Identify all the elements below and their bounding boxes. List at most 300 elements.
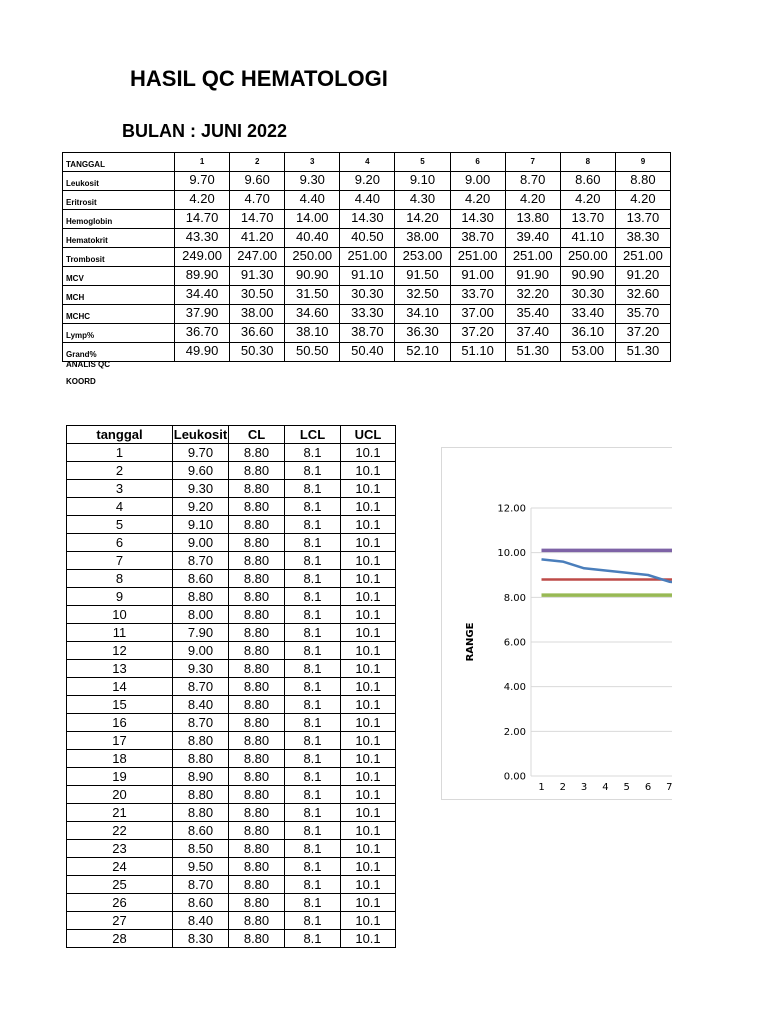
summary-cell: 32.60	[615, 286, 670, 305]
summary-cell: 91.10	[340, 267, 395, 286]
leukosit-row	[67, 642, 396, 660]
leukosit-cell: 8.1	[285, 786, 341, 804]
leukosit-cell: 8.80	[229, 768, 285, 786]
summary-cell: 91.50	[395, 267, 450, 286]
summary-cell: 38.00	[230, 305, 285, 324]
leukosit-cell: 8.1	[285, 876, 341, 894]
leukosit-cell: 8.1	[285, 534, 341, 552]
summary-cell: 41.20	[230, 229, 285, 248]
summary-cell: 91.00	[450, 267, 505, 286]
leukosit-cell: 8.80	[229, 588, 285, 606]
summary-cell: 4.40	[340, 191, 395, 210]
leukosit-cell: 8.1	[285, 678, 341, 696]
leukosit-cell: 14	[67, 678, 173, 696]
leukosit-cell: 7	[67, 552, 173, 570]
summary-cell: 14.30	[450, 210, 505, 229]
x-tick-label: 6	[644, 782, 652, 793]
summary-cell: 90.90	[285, 267, 340, 286]
leukosit-cell: 10.1	[341, 840, 396, 858]
summary-cell: 91.20	[615, 267, 670, 286]
leukosit-chart	[441, 447, 672, 800]
leukosit-cell: 10.1	[341, 552, 396, 570]
summary-cell: 37.20	[615, 324, 670, 343]
summary-cell: 36.70	[175, 324, 230, 343]
leukosit-cell: 26	[67, 894, 173, 912]
summary-row-label: Leukosit	[63, 172, 175, 191]
summary-day-header: 3	[285, 153, 340, 172]
summary-cell: 37.20	[450, 324, 505, 343]
summary-cell: 9.70	[175, 172, 230, 191]
leukosit-cell: 8.1	[285, 930, 341, 948]
summary-cell: 53.00	[560, 343, 615, 362]
summary-cell: 8.60	[560, 172, 615, 191]
leukosit-cell: 8.80	[229, 894, 285, 912]
summary-cell: 51.10	[450, 343, 505, 362]
leukosit-cell: 10.1	[341, 750, 396, 768]
summary-corner-label: TANGGAL	[63, 153, 175, 172]
leukosit-cell: 10.1	[341, 822, 396, 840]
leukosit-row	[67, 570, 396, 588]
summary-cell: 14.20	[395, 210, 450, 229]
leukosit-cell: 10.1	[341, 444, 396, 462]
summary-cell: 253.00	[395, 248, 450, 267]
chart-svg	[442, 448, 672, 799]
summary-row-label: Hematokrit	[63, 229, 175, 248]
koord-label: KOORD	[66, 377, 96, 386]
leukosit-row	[67, 660, 396, 678]
leukosit-cell: 10.1	[341, 570, 396, 588]
summary-row-label: Grand%	[63, 343, 175, 362]
leukosit-cell: 10.1	[341, 480, 396, 498]
leukosit-cell: 8.80	[229, 444, 285, 462]
summary-row-label: Lymp%	[63, 324, 175, 343]
summary-cell: 247.00	[230, 248, 285, 267]
summary-day-header: 6	[450, 153, 505, 172]
leukosit-cell: 8.1	[285, 840, 341, 858]
summary-row	[63, 172, 671, 191]
summary-cell: 14.00	[285, 210, 340, 229]
leukosit-cell: 10.1	[341, 588, 396, 606]
leukosit-cell: 8.80	[229, 552, 285, 570]
summary-cell: 33.30	[340, 305, 395, 324]
leukosit-cell: 8.80	[229, 786, 285, 804]
summary-cell: 9.60	[230, 172, 285, 191]
leukosit-cell: 10.1	[341, 930, 396, 948]
leukosit-table	[66, 425, 396, 948]
leukosit-cell: 8	[67, 570, 173, 588]
summary-cell: 31.50	[285, 286, 340, 305]
summary-cell: 33.70	[450, 286, 505, 305]
leukosit-row	[67, 732, 396, 750]
leukosit-cell: 8.80	[173, 786, 229, 804]
summary-cell: 9.00	[450, 172, 505, 191]
leukosit-cell: 8.00	[173, 606, 229, 624]
leukosit-cell: 20	[67, 786, 173, 804]
leukosit-cell: 8.1	[285, 660, 341, 678]
summary-cell: 33.40	[560, 305, 615, 324]
leukosit-cell: 10	[67, 606, 173, 624]
summary-row-label: Hemoglobin	[63, 210, 175, 229]
leukosit-cell: 8.80	[229, 678, 285, 696]
leukosit-row	[67, 822, 396, 840]
leukosit-row	[67, 516, 396, 534]
leukosit-cell: 8.1	[285, 588, 341, 606]
leukosit-cell: 8.80	[173, 732, 229, 750]
summary-cell: 251.00	[615, 248, 670, 267]
leukosit-column-header: tanggal	[67, 426, 173, 444]
leukosit-cell: 10.1	[341, 606, 396, 624]
leukosit-cell: 27	[67, 912, 173, 930]
x-tick-label: 2	[559, 782, 566, 793]
leukosit-cell: 8.1	[285, 894, 341, 912]
summary-cell: 38.30	[615, 229, 670, 248]
leukosit-cell: 16	[67, 714, 173, 732]
leukosit-row	[67, 534, 396, 552]
leukosit-cell: 8.80	[229, 534, 285, 552]
leukosit-cell: 10.1	[341, 696, 396, 714]
x-tick-label: 5	[623, 782, 630, 793]
qc-summary-table	[62, 152, 671, 362]
leukosit-cell: 3	[67, 480, 173, 498]
leukosit-cell: 25	[67, 876, 173, 894]
summary-cell: 35.40	[505, 305, 560, 324]
leukosit-cell: 8.1	[285, 462, 341, 480]
summary-cell: 30.30	[340, 286, 395, 305]
summary-day-header: 2	[230, 153, 285, 172]
leukosit-row	[67, 912, 396, 930]
summary-row	[63, 267, 671, 286]
leukosit-cell: 8.70	[173, 552, 229, 570]
leukosit-cell: 8.1	[285, 732, 341, 750]
summary-cell: 37.00	[450, 305, 505, 324]
summary-cell: 40.50	[340, 229, 395, 248]
leukosit-cell: 8.80	[229, 480, 285, 498]
leukosit-cell: 10.1	[341, 498, 396, 516]
leukosit-cell: 15	[67, 696, 173, 714]
leukosit-cell: 10.1	[341, 534, 396, 552]
summary-cell: 38.10	[285, 324, 340, 343]
analis-qc-label: ANALIS QC	[66, 360, 110, 369]
leukosit-cell: 8.80	[229, 642, 285, 660]
summary-cell: 14.70	[175, 210, 230, 229]
summary-cell: 38.70	[450, 229, 505, 248]
leukosit-row	[67, 498, 396, 516]
leukosit-cell: 8.60	[173, 822, 229, 840]
leukosit-cell: 8.80	[173, 804, 229, 822]
x-tick-label: 1	[538, 782, 545, 793]
leukosit-cell: 8.1	[285, 858, 341, 876]
summary-cell: 4.30	[395, 191, 450, 210]
leukosit-cell: 8.70	[173, 678, 229, 696]
summary-row	[63, 191, 671, 210]
summary-cell: 4.20	[175, 191, 230, 210]
leukosit-cell: 8.1	[285, 570, 341, 588]
leukosit-cell: 10.1	[341, 804, 396, 822]
leukosit-cell: 8.80	[229, 606, 285, 624]
leukosit-cell: 24	[67, 858, 173, 876]
leukosit-cell: 9.70	[173, 444, 229, 462]
x-tick-label: 7	[666, 782, 672, 793]
summary-cell: 13.70	[615, 210, 670, 229]
leukosit-row	[67, 444, 396, 462]
leukosit-row	[67, 876, 396, 894]
summary-cell: 36.60	[230, 324, 285, 343]
leukosit-cell: 8.80	[229, 498, 285, 516]
summary-cell: 36.10	[560, 324, 615, 343]
summary-cell: 41.10	[560, 229, 615, 248]
y-tick-label: 12.00	[497, 503, 526, 515]
summary-cell: 13.80	[505, 210, 560, 229]
summary-cell: 37.40	[505, 324, 560, 343]
summary-cell: 50.30	[230, 343, 285, 362]
summary-cell: 36.30	[395, 324, 450, 343]
summary-cell: 49.90	[175, 343, 230, 362]
leukosit-row	[67, 858, 396, 876]
leukosit-cell: 8.90	[173, 768, 229, 786]
leukosit-cell: 8.80	[229, 660, 285, 678]
leukosit-column-header: CL	[229, 426, 285, 444]
leukosit-row	[67, 588, 396, 606]
summary-day-header: 1	[175, 153, 230, 172]
summary-cell: 40.40	[285, 229, 340, 248]
leukosit-cell: 10.1	[341, 624, 396, 642]
leukosit-cell: 8.40	[173, 696, 229, 714]
summary-cell: 39.40	[505, 229, 560, 248]
leukosit-header-row	[67, 426, 396, 444]
summary-row	[63, 229, 671, 248]
summary-cell: 50.40	[340, 343, 395, 362]
summary-cell: 249.00	[175, 248, 230, 267]
summary-cell: 4.20	[615, 191, 670, 210]
leukosit-row	[67, 840, 396, 858]
leukosit-cell: 10.1	[341, 876, 396, 894]
leukosit-cell: 6	[67, 534, 173, 552]
leukosit-column-header: LCL	[285, 426, 341, 444]
y-axis-title: RANGE	[465, 622, 476, 662]
summary-row	[63, 343, 671, 362]
summary-cell: 8.80	[615, 172, 670, 191]
summary-cell: 50.50	[285, 343, 340, 362]
summary-cell: 90.90	[560, 267, 615, 286]
page-title: HASIL QC HEMATOLOGI	[130, 66, 388, 91]
leukosit-cell: 9.00	[173, 534, 229, 552]
summary-cell: 32.20	[505, 286, 560, 305]
summary-cell: 4.20	[505, 191, 560, 210]
leukosit-cell: 8.80	[229, 822, 285, 840]
summary-cell: 34.60	[285, 305, 340, 324]
summary-day-header: 5	[395, 153, 450, 172]
summary-cell: 14.70	[230, 210, 285, 229]
summary-row	[63, 248, 671, 267]
leukosit-cell: 10.1	[341, 786, 396, 804]
summary-row	[63, 324, 671, 343]
leukosit-cell: 18	[67, 750, 173, 768]
y-tick-label: 2.00	[503, 726, 526, 738]
summary-cell: 251.00	[505, 248, 560, 267]
leukosit-cell: 8.70	[173, 876, 229, 894]
leukosit-cell: 9.00	[173, 642, 229, 660]
summary-day-header: 7	[505, 153, 560, 172]
leukosit-cell: 8.1	[285, 498, 341, 516]
leukosit-cell: 9.30	[173, 480, 229, 498]
summary-cell: 4.20	[560, 191, 615, 210]
leukosit-cell: 8.80	[173, 750, 229, 768]
summary-cell: 9.10	[395, 172, 450, 191]
leukosit-cell: 8.1	[285, 552, 341, 570]
summary-cell: 250.00	[560, 248, 615, 267]
leukosit-cell: 8.60	[173, 570, 229, 588]
leukosit-cell: 10.1	[341, 894, 396, 912]
leukosit-row	[67, 624, 396, 642]
leukosit-cell: 2	[67, 462, 173, 480]
leukosit-cell: 8.1	[285, 444, 341, 462]
y-tick-label: 10.00	[497, 548, 526, 560]
summary-cell: 251.00	[450, 248, 505, 267]
leukosit-cell: 11	[67, 624, 173, 642]
summary-cell: 251.00	[340, 248, 395, 267]
leukosit-cell: 8.80	[229, 624, 285, 642]
leukosit-cell: 8.80	[229, 732, 285, 750]
summary-cell: 91.90	[505, 267, 560, 286]
summary-cell: 250.00	[285, 248, 340, 267]
leukosit-cell: 10.1	[341, 516, 396, 534]
summary-cell: 30.30	[560, 286, 615, 305]
summary-cell: 43.30	[175, 229, 230, 248]
summary-day-header: 8	[560, 153, 615, 172]
summary-cell: 14.30	[340, 210, 395, 229]
leukosit-cell: 8.80	[173, 588, 229, 606]
leukosit-cell: 8.80	[229, 696, 285, 714]
leukosit-cell: 8.80	[229, 462, 285, 480]
leukosit-row	[67, 480, 396, 498]
leukosit-cell: 10.1	[341, 732, 396, 750]
leukosit-cell: 19	[67, 768, 173, 786]
leukosit-cell: 8.80	[229, 858, 285, 876]
summary-cell: 30.50	[230, 286, 285, 305]
leukosit-cell: 8.80	[229, 804, 285, 822]
y-tick-label: 8.00	[503, 592, 526, 604]
leukosit-cell: 1	[67, 444, 173, 462]
leukosit-cell: 9.10	[173, 516, 229, 534]
summary-cell: 91.30	[230, 267, 285, 286]
summary-row-label: Eritrosit	[63, 191, 175, 210]
page-subtitle: BULAN : JUNI 2022	[122, 121, 288, 141]
summary-cell: 51.30	[505, 343, 560, 362]
x-tick-label: 4	[602, 782, 609, 793]
leukosit-row	[67, 462, 396, 480]
leukosit-cell: 8.1	[285, 912, 341, 930]
leukosit-row	[67, 894, 396, 912]
leukosit-cell: 28	[67, 930, 173, 948]
leukosit-cell: 13	[67, 660, 173, 678]
leukosit-cell: 21	[67, 804, 173, 822]
summary-cell: 52.10	[395, 343, 450, 362]
leukosit-row	[67, 696, 396, 714]
leukosit-cell: 9.20	[173, 498, 229, 516]
leukosit-row	[67, 714, 396, 732]
leukosit-row	[67, 768, 396, 786]
y-tick-label: 0.00	[503, 771, 526, 783]
summary-cell: 9.30	[285, 172, 340, 191]
leukosit-row	[67, 750, 396, 768]
summary-cell: 4.20	[450, 191, 505, 210]
summary-cell: 32.50	[395, 286, 450, 305]
summary-day-header: 4	[340, 153, 395, 172]
leukosit-cell: 9.50	[173, 858, 229, 876]
leukosit-cell: 10.1	[341, 912, 396, 930]
leukosit-cell: 8.30	[173, 930, 229, 948]
summary-cell: 37.90	[175, 305, 230, 324]
summary-cell: 35.70	[615, 305, 670, 324]
leukosit-cell: 8.1	[285, 480, 341, 498]
leukosit-cell: 10.1	[341, 858, 396, 876]
y-tick-label: 6.00	[503, 637, 526, 649]
summary-row	[63, 305, 671, 324]
leukosit-row	[67, 930, 396, 948]
summary-cell: 38.00	[395, 229, 450, 248]
leukosit-column-header: UCL	[341, 426, 396, 444]
leukosit-cell: 12	[67, 642, 173, 660]
summary-cell: 51.30	[615, 343, 670, 362]
leukosit-cell: 8.80	[229, 750, 285, 768]
summary-cell: 8.70	[505, 172, 560, 191]
leukosit-cell: 10.1	[341, 660, 396, 678]
summary-cell: 9.20	[340, 172, 395, 191]
summary-cell: 34.40	[175, 286, 230, 305]
leukosit-cell: 8.40	[173, 912, 229, 930]
summary-cell: 38.70	[340, 324, 395, 343]
leukosit-cell: 8.1	[285, 642, 341, 660]
summary-row	[63, 286, 671, 305]
leukosit-cell: 8.1	[285, 768, 341, 786]
leukosit-cell: 9.60	[173, 462, 229, 480]
leukosit-cell: 10.1	[341, 768, 396, 786]
leukosit-row	[67, 552, 396, 570]
leukosit-cell: 8.80	[229, 876, 285, 894]
leukosit-cell: 8.1	[285, 714, 341, 732]
leukosit-cell: 8.60	[173, 894, 229, 912]
leukosit-row	[67, 678, 396, 696]
leukosit-cell: 9.30	[173, 660, 229, 678]
summary-cell: 34.10	[395, 305, 450, 324]
summary-row-label: MCHC	[63, 305, 175, 324]
summary-cell: 13.70	[560, 210, 615, 229]
leukosit-cell: 17	[67, 732, 173, 750]
leukosit-cell: 8.1	[285, 696, 341, 714]
leukosit-cell: 8.80	[229, 714, 285, 732]
summary-row-label: MCH	[63, 286, 175, 305]
summary-cell: 4.70	[230, 191, 285, 210]
summary-row-label: Trombosit	[63, 248, 175, 267]
x-tick-label: 3	[580, 782, 588, 793]
leukosit-cell: 4	[67, 498, 173, 516]
leukosit-cell: 8.80	[229, 516, 285, 534]
leukosit-cell: 10.1	[341, 462, 396, 480]
leukosit-cell: 8.80	[229, 912, 285, 930]
leukosit-cell: 10.1	[341, 642, 396, 660]
summary-row-label: MCV	[63, 267, 175, 286]
summary-row	[63, 210, 671, 229]
leukosit-cell: 7.90	[173, 624, 229, 642]
summary-day-header: 9	[615, 153, 670, 172]
summary-header-row	[63, 153, 671, 172]
leukosit-cell: 8.1	[285, 822, 341, 840]
leukosit-cell: 8.70	[173, 714, 229, 732]
leukosit-cell: 8.80	[229, 840, 285, 858]
leukosit-cell: 5	[67, 516, 173, 534]
leukosit-cell: 8.1	[285, 804, 341, 822]
leukosit-cell: 22	[67, 822, 173, 840]
